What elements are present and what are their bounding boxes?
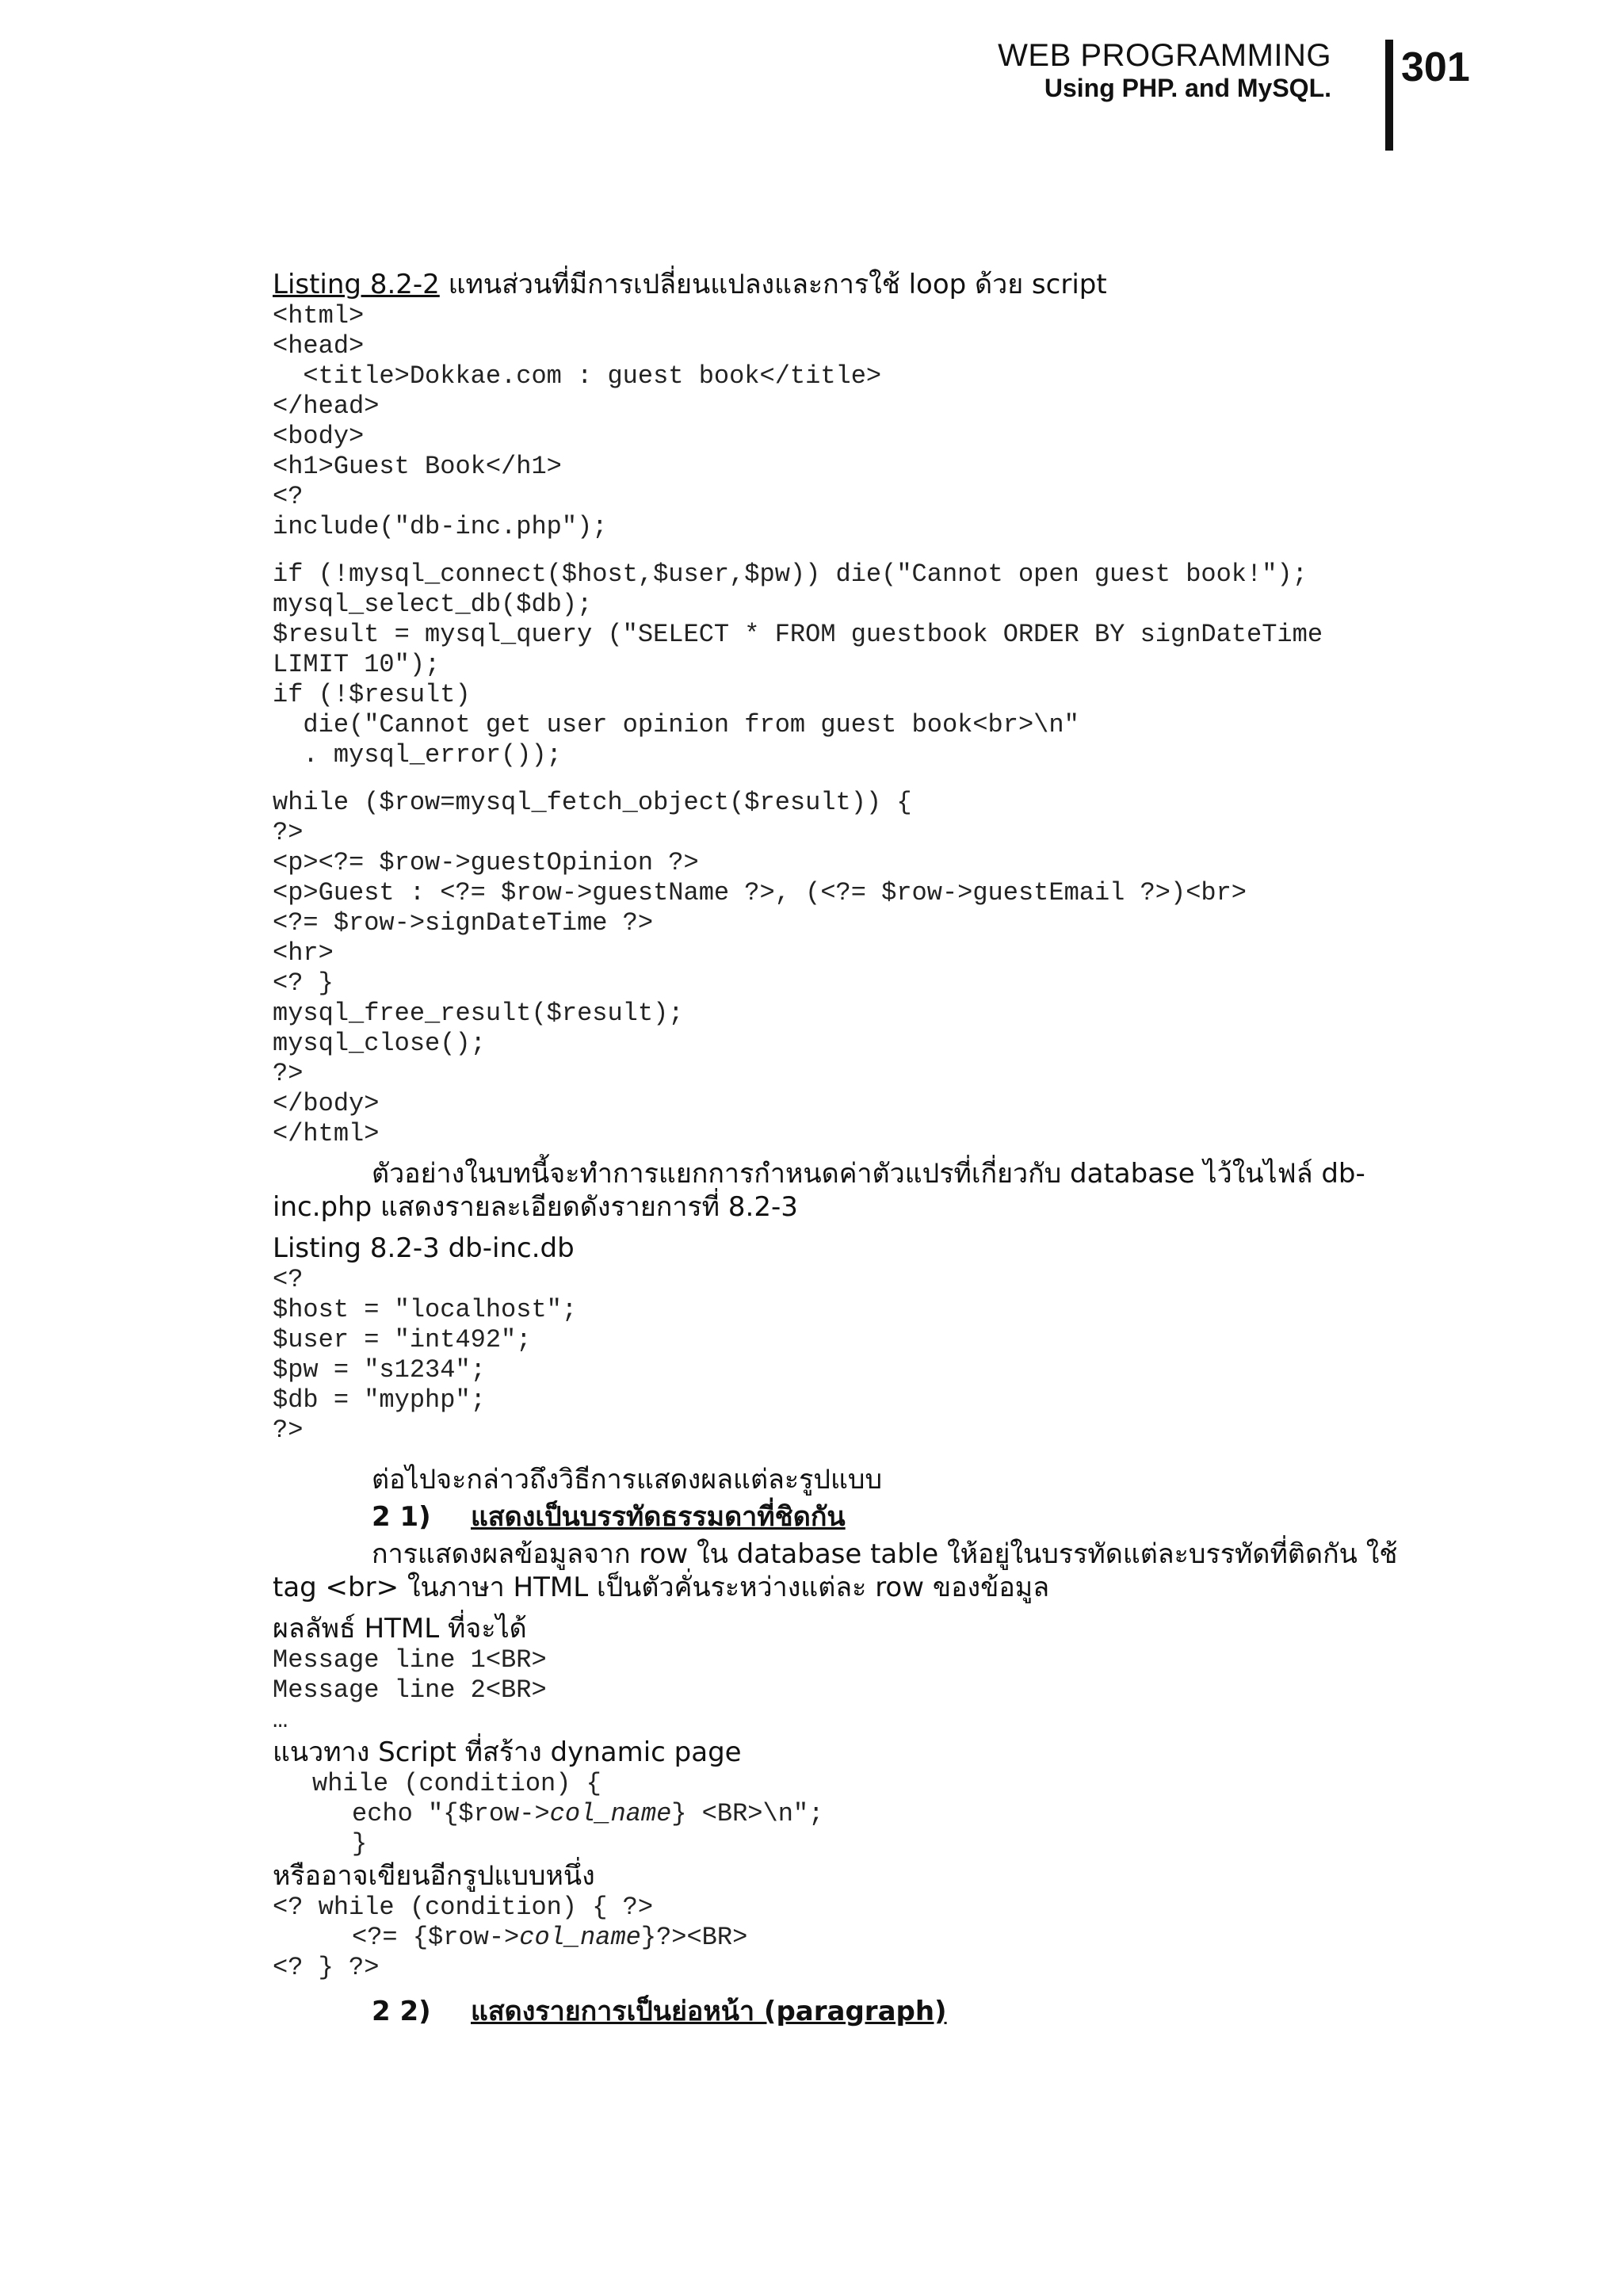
script2-line-3: <? } ?>	[273, 1953, 380, 1982]
script1-line-3: }	[352, 1829, 368, 1859]
code-block-while-loop: while ($row=mysql_fetch_object($result)) { ?> <p><?= $row->guestOpinion ?> <p>Guest : <?= $row->guestName ?>, (<?= $row->guestEmail ?>)<br> <?= $row->signDateTime ?> <hr> <? } mysql_free_result($result); mysql_close(); ?> </body> </html>	[273, 788, 1247, 1148]
code-block-result: Message line 1<BR> Message line 2<BR> …	[273, 1645, 547, 1735]
code-block-db-inc: <? $host = "localhost"; $user = "int492"; $pw = "s1234"; $db = "myphp"; ?>	[273, 1265, 578, 1445]
listing-8-2-2-caption	[273, 268, 1430, 301]
section-heading-2-2	[273, 1991, 1430, 2032]
header-subtitle: Using PHP. and MySQL.	[1044, 74, 1331, 102]
header-title: WEB PROGRAMMING	[998, 38, 1331, 73]
listing-8-2-3-caption: Listing 8.2-3 db-inc.db	[273, 1232, 575, 1264]
result-label: ผลลัพธ์ HTML ที่จะได้	[273, 1613, 527, 1645]
section-title: แสดงเป็นบรรทัดธรรมดาที่ชิดกัน	[471, 1501, 846, 1533]
listing-caption-text: แทนส่วนที่มีการเปลี่ยนแปลงและการใช้ loop ด้วย script	[439, 269, 1107, 300]
section-title: แสดงรายการเป็นย่อหน้า (paragraph)	[471, 1996, 947, 2027]
script1-line-1: while (condition) {	[312, 1769, 601, 1798]
section-heading-2-1	[273, 1496, 1430, 1538]
paragraph-display-methods: ต่อไปจะกล่าวถึงวิธีการแสดงผลแต่ละรูปแบบ	[372, 1464, 883, 1496]
running-header	[983, 38, 1331, 103]
code-block-db-connect: if (!mysql_connect($host,$user,$pw)) die("Cannot open guest book!"); mysql_select_db($db); $result = mysql_query ("SELECT * FROM guestbook ORDER BY signDateTime LIMIT 10"); if (!$result) die("Cannot get user opinion from guest book<br>\n" . mysql_error());	[273, 560, 1323, 770]
code-text: } <BR>\n";	[671, 1799, 824, 1828]
script1-line-2	[273, 1799, 1430, 1829]
code-variable: col_name	[519, 1923, 641, 1952]
script-label: แนวทาง Script ที่สร้าง dynamic page	[273, 1736, 742, 1768]
alt-label: หรืออาจเขียนอีกรูปแบบหนึ่ง	[273, 1860, 595, 1892]
code-text: }?><BR>	[640, 1923, 748, 1952]
code-text: echo "{$row->	[352, 1799, 550, 1828]
paragraph-db-inc: ตัวอย่างในบทนี้จะทำการแยกการกำหนดค่าตัวแปรที่เกี่ยวกับ database ไว้ในไฟล์ db-inc.php แสดงรายละเอียดดังรายการที่ 8.2-3	[273, 1158, 1365, 1223]
script2-line-2	[273, 1923, 1430, 1953]
code-variable: col_name	[549, 1799, 672, 1828]
section-number: 2 1)	[372, 1501, 431, 1533]
script2-line-1: <? while (condition) { ?>	[273, 1893, 654, 1922]
header-divider	[1385, 40, 1393, 151]
section-number: 2 2)	[372, 1996, 431, 2027]
code-text: <?= {$row->	[352, 1923, 520, 1952]
page-number: 301	[1401, 44, 1470, 90]
paragraph-br-tag: การแสดงผลข้อมูลจาก row ใน database table ให้อยู่ในบรรทัดแต่ละบรรทัดที่ติดกัน ใช้ tag <br> ในภาษา HTML เป็นตัวคั่นระหว่างแต่ละ row ของข้อมูล	[273, 1538, 1398, 1603]
page-content	[273, 268, 1430, 2032]
listing-label: Listing 8.2-2	[273, 269, 440, 300]
code-block-html-head: <html> <head> <title>Dokkae.com : guest book</title> </head> <body> <h1>Guest Book</h1> <? include("db-inc.php");	[273, 301, 882, 541]
